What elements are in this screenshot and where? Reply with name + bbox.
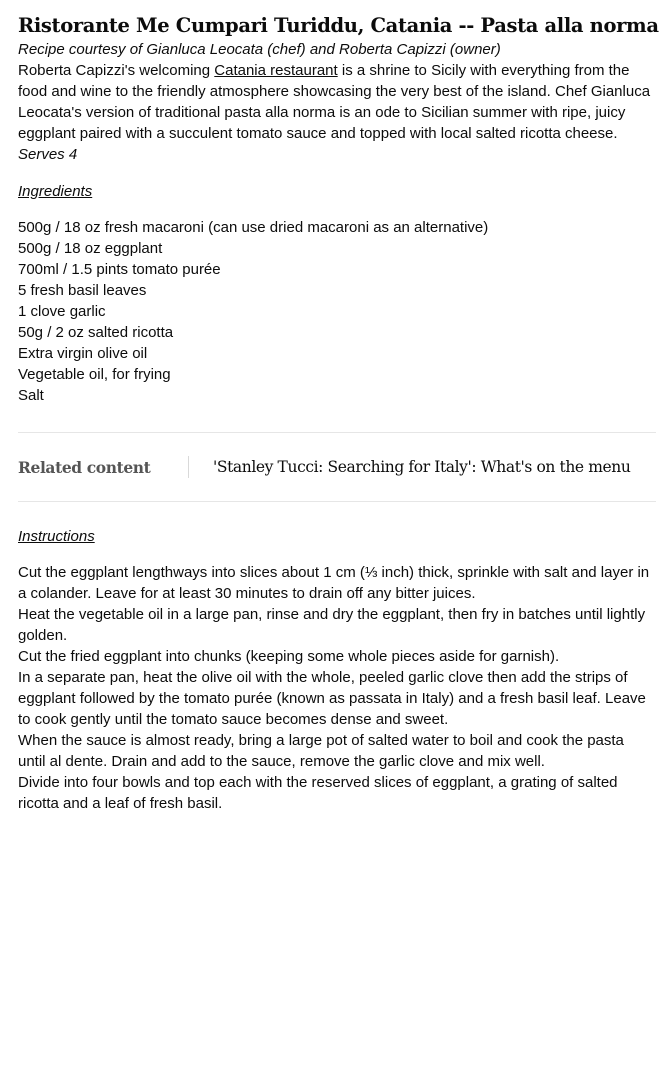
serves-note: Serves 4 — [18, 146, 78, 163]
instructions-heading: Instructions — [18, 528, 95, 545]
related-divider — [188, 456, 189, 478]
instruction-step: Cut the eggplant lengthways into slices about 1 cm (⅓ inch) thick, sprinkle with salt and layer in a colander. Leave for at least 30 minutes to drain off any bitter juices. — [18, 564, 650, 602]
instruction-step: Cut the fried eggplant into chunks (keeping some whole pieces aside for garnish). — [18, 648, 560, 665]
ingredients-heading: Ingredients — [18, 183, 93, 200]
recipe-title: Ristorante Me Cumpari Turiddu, Catania -- Pasta alla norma — [18, 14, 659, 37]
related-article-link[interactable]: 'Stanley Tucci: Searching for Italy': What's on the menu — [213, 458, 631, 476]
catania-restaurant-link[interactable]: Catania restaurant — [214, 62, 338, 79]
ingredient-item: Salt — [18, 387, 44, 404]
ingredient-item: 50g / 2 oz salted ricotta — [18, 324, 174, 341]
intro-paragraph — [18, 60, 654, 144]
instruction-step: In a separate pan, heat the olive oil with the whole, peeled garlic clove then add the strips of eggplant followed by the tomato purée (known as passata in Italy) and a fresh basil leaf. Leave to cook gently until the tomato sauce becomes dense and sweet. — [18, 669, 646, 728]
instruction-step: Divide into four bowls and top each with the reserved slices of eggplant, a grating of salted ricotta and a leaf of fresh basil. — [18, 774, 618, 812]
ingredient-item: 500g / 18 oz eggplant — [18, 240, 163, 257]
instruction-step: When the sauce is almost ready, bring a large pot of salted water to boil and cook the pasta until al dente. Drain and add to the sauce, remove the garlic clove and mix well. — [18, 732, 624, 770]
ingredient-item: 5 fresh basil leaves — [18, 282, 147, 299]
instruction-step: Heat the vegetable oil in a large pan, rinse and dry the eggplant, then fry in batches until lightly golden. — [18, 606, 646, 644]
intro-text-end: is a shrine to Sicily with everything from the food and wine to the friendly atmosphere showcasing the very best of the island. Chef Gianluca Leocata's version of traditional pasta alla norma is an ode to Sicilian summer with ripe, juicy eggplant paired with a succulent tomato sauce and topped with local salted ricotta cheese. — [18, 62, 651, 142]
recipe-credit: Recipe courtesy of Gianluca Leocata (chef) and Roberta Capizzi (owner) — [18, 41, 501, 58]
instructions-list — [18, 562, 654, 814]
intro-text-start: Roberta Capizzi's welcoming — [18, 62, 215, 79]
ingredient-item: Vegetable oil, for frying — [18, 366, 171, 383]
ingredient-item: 1 clove garlic — [18, 303, 106, 320]
related-content-module — [18, 432, 656, 502]
ingredient-item: Extra virgin olive oil — [18, 345, 148, 362]
related-content-label: Related content — [18, 457, 151, 477]
ingredient-item: 700ml / 1.5 pints tomato purée — [18, 261, 221, 278]
ingredient-item: 500g / 18 oz fresh macaroni (can use dried macaroni as an alternative) — [18, 219, 489, 236]
ingredients-list — [18, 217, 654, 406]
